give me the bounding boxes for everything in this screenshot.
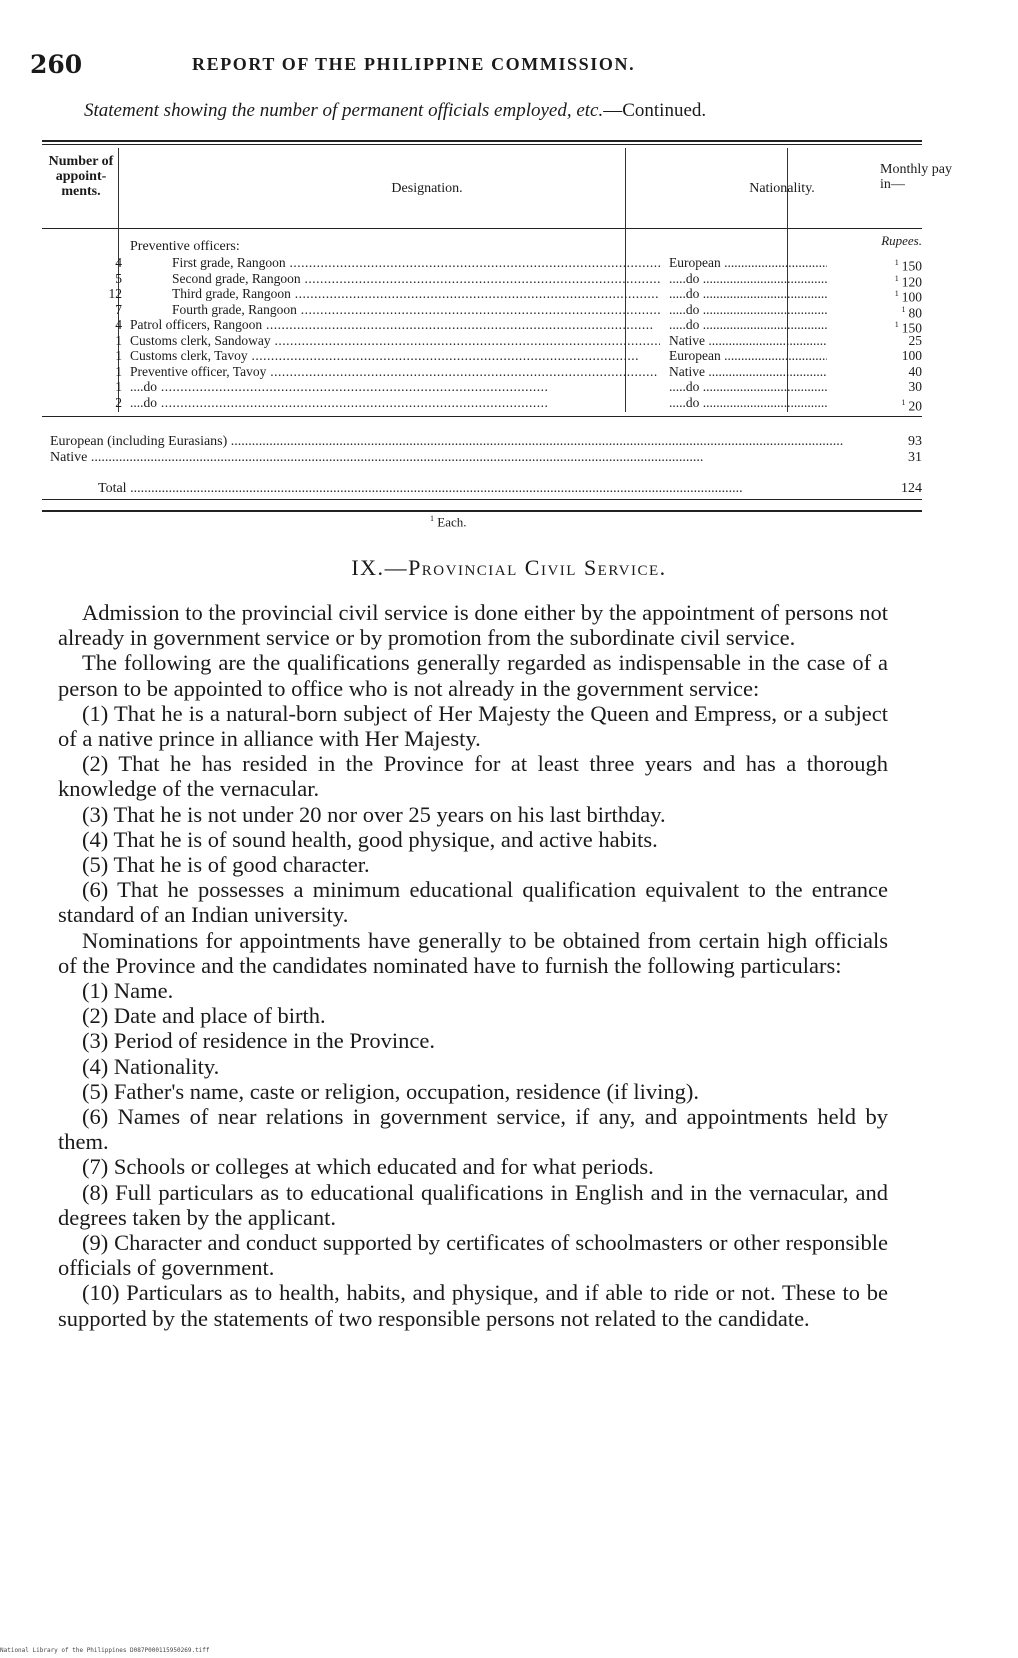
- cell-designation: Third grade, Rangoon .....: [172, 286, 660, 302]
- cell-pay: [862, 333, 922, 349]
- pay-value: 120: [901, 274, 922, 289]
- qualification-item: (6) That he possesses a minimum educational qualification equivalent to the entrance standard of an Indian university.: [58, 877, 888, 928]
- cell-designation: Preventive officer, Tavoy .....: [130, 364, 660, 380]
- cell-nationality: ..... do .....: [669, 317, 827, 333]
- cell-pay: [862, 395, 922, 415]
- particulars-item: (4) Nationality.: [82, 1053, 220, 1079]
- cell-number: 2: [115, 394, 122, 410]
- body-text: [58, 600, 888, 1331]
- column-header-nationality: Nationality.: [749, 181, 815, 196]
- section-numeral: IX.: [351, 555, 385, 580]
- qualification-item: (3) That he is not under 20 nor over 25 years on his last birthday.: [82, 801, 666, 827]
- cell-nationality: ..... do .....: [669, 271, 827, 287]
- table-top-rule: [42, 140, 922, 142]
- summary-row-european: [42, 434, 922, 450]
- qualification-item: (5) That he is of good character.: [82, 852, 370, 878]
- section-heading: [0, 555, 1018, 581]
- cell-pay: [862, 364, 922, 380]
- cell-designation: Customs clerk, Sandoway .....: [130, 333, 660, 349]
- footnote: [430, 514, 466, 530]
- footnote-mark: 1: [894, 320, 899, 329]
- particulars-item: (7) Schools or colleges at which educated and for what periods.: [82, 1154, 654, 1180]
- particulars-item: (8) Full particulars as to educational qualifications in English and in the vernacular, and degrees taken by the applicant.: [58, 1179, 888, 1230]
- qualification-item: (2) That he has resided in the Province for at least three years and has a thorough knowledge of the vernacular.: [58, 751, 888, 802]
- rupees-label: Rupees.: [881, 233, 922, 248]
- cell-nationality: ..... do .....: [669, 395, 827, 411]
- footnote-mark: 1: [894, 289, 899, 298]
- particulars-item: (6) Names of near relations in government service, if any, and appointments held by them.: [58, 1104, 888, 1155]
- paragraph: The following are the qualifications generally regarded as indispensable in the case of a person to be appointed to office who is not already in the government service:: [58, 650, 888, 701]
- group-label: Preventive officers:: [130, 239, 240, 254]
- footnote-mark: 1: [901, 397, 906, 407]
- table-caption-text: Statement showing the number of permanent officials employed, etc.: [84, 100, 604, 121]
- cell-number: 1: [115, 348, 122, 363]
- pay-value: 150: [901, 258, 922, 274]
- cell-nationality: Native .....: [669, 333, 827, 349]
- section-title: —Provincial Civil Service.: [384, 555, 667, 580]
- total-value: 124: [901, 481, 922, 496]
- column-header-pay: Monthly pay in—: [880, 162, 952, 192]
- qualification-item: (4) That he is of sound health, good physique, and active habits.: [82, 826, 658, 852]
- particulars-item: (2) Date and place of birth.: [82, 1003, 326, 1029]
- cell-number: 5: [115, 270, 122, 286]
- pay-value: 20: [908, 398, 922, 413]
- table-top-rule-inner: [42, 144, 922, 145]
- particulars-item: (10) Particulars as to health, habits, and physique, and if able to ride or not. These to be supported by the statements of two responsible persons not related to the candidate.: [58, 1280, 888, 1331]
- total-label: Total .....: [98, 481, 850, 497]
- cell-designation: ....do .....: [130, 379, 660, 395]
- particulars-item: (5) Father's name, caste or religion, occupation, residence (if living).: [82, 1078, 699, 1104]
- cell-designation: ....do .....: [130, 395, 660, 411]
- running-title: REPORT OF THE PHILIPPINE COMMISSION.: [192, 54, 636, 74]
- summary-row-native: [42, 450, 922, 466]
- cell-number: 4: [115, 255, 122, 270]
- cell-nationality: ..... do .....: [669, 286, 827, 302]
- footnote-text: Each.: [437, 514, 467, 530]
- cell-nationality: European .....: [669, 255, 827, 271]
- cell-number: 12: [108, 286, 122, 301]
- cell-nationality: Native .....: [669, 364, 827, 380]
- pay-value: 40: [908, 363, 922, 379]
- cell-nationality: ..... do .....: [669, 379, 827, 395]
- footnote-mark: 1: [901, 304, 906, 314]
- footnote-mark: 1: [894, 258, 899, 267]
- cell-number: 4: [115, 317, 122, 332]
- cell-designation: Second grade, Rangoon .....: [172, 271, 660, 287]
- pay-value: 100: [901, 348, 922, 363]
- pay-value: 150: [901, 320, 922, 336]
- cell-designation: Customs clerk, Tavoy .....: [130, 348, 660, 364]
- table-caption: [84, 100, 706, 122]
- summary-value: 93: [908, 434, 922, 449]
- cell-designation: First grade, Rangoon .....: [172, 255, 660, 271]
- summary-label: Native .....: [50, 450, 850, 466]
- particulars-item: (1) Name.: [82, 978, 174, 1004]
- cell-pay: [862, 348, 922, 364]
- cell-number: 1: [115, 363, 122, 379]
- pay-value: 25: [908, 332, 922, 348]
- pay-value: 80: [908, 305, 922, 320]
- table-caption-continued: —Continued.: [603, 100, 707, 121]
- page-number: 260: [30, 50, 83, 79]
- summary-row-total: [42, 481, 922, 497]
- cell-number: 1: [115, 379, 122, 394]
- particulars-item: (9) Character and conduct supported by certificates of schoolmasters or other responsible officials of government.: [58, 1230, 888, 1281]
- page-header: [30, 50, 930, 80]
- footnote-mark: 1: [430, 514, 434, 523]
- cell-designation: Patrol officers, Rangoon .....: [130, 317, 660, 333]
- column-header-number: Number of appoint-ments.: [48, 154, 114, 199]
- pay-value: 100: [901, 289, 922, 305]
- paragraph: Admission to the provincial civil service is done either by the appointment of persons not already in government service or by promotion from the subordinate civil service.: [58, 600, 888, 651]
- cell-number: 1: [115, 332, 122, 348]
- footnote-mark: 1: [894, 273, 899, 283]
- officials-table: [42, 148, 952, 548]
- scan-footer: National Library of the Philippines D087P000115950269.tiff: [0, 1647, 210, 1654]
- qualification-item: (1) That he is a natural-born subject of Her Majesty the Queen and Empress, or a subject of a native prince in alliance with Her Majesty.: [58, 700, 888, 752]
- cell-nationality: ..... do .....: [669, 302, 827, 318]
- cell-pay: [862, 379, 922, 395]
- pay-value: 30: [908, 379, 922, 394]
- summary-label: European (including Eurasians) .....: [50, 434, 850, 450]
- cell-designation: Fourth grade, Rangoon .....: [172, 302, 660, 318]
- cell-number: 7: [115, 301, 122, 317]
- summary-value: 31: [908, 450, 922, 465]
- particulars-item: (3) Period of residence in the Province.: [82, 1028, 436, 1054]
- cell-nationality: European .....: [669, 348, 827, 364]
- paragraph: Nominations for appointments have generally to be obtained from certain high officials of the Province and the candidates nominated have to furnish the following particulars:: [58, 927, 888, 978]
- column-header-designation: Designation.: [391, 181, 463, 196]
